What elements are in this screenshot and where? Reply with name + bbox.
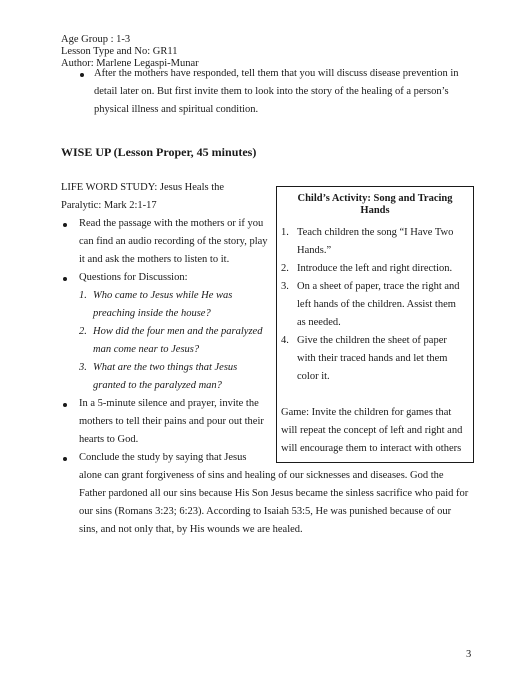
step-number: 4.: [281, 335, 289, 346]
bullet-icon: [63, 223, 67, 227]
silence-line-3: hearts to God.: [79, 434, 139, 445]
step-2-line-1: Introduce the left and right direction.: [297, 263, 453, 274]
read-line-2: can find an audio recording of the story, play: [79, 236, 268, 247]
step-1-line-1: Teach children the song “I Have Two: [297, 227, 454, 238]
question-2-line-1: How did the four men and the paralyzed: [93, 326, 263, 337]
question-number: 3.: [79, 362, 87, 373]
step-4-line-1: Give the children the sheet of paper: [297, 335, 447, 346]
step-number: 1.: [281, 227, 289, 238]
age-group-line: Age Group : 1-3: [61, 34, 131, 45]
step-number: 2.: [281, 263, 289, 274]
author-line: Author: Marlene Legaspi-Munar: [61, 58, 199, 69]
read-line-3: it and ask the mothers to listen to it.: [79, 254, 230, 265]
bullet-icon: [63, 277, 67, 281]
question-number: 1.: [79, 290, 87, 301]
read-line-1: Read the passage with the mothers or if you: [79, 218, 264, 229]
step-3-line-2: left hands of the children. Assist them: [297, 299, 456, 310]
conclude-line-4: our sins (Romans 3:23; 6:23). According to Isaiah 53:5, He was punished because of our: [79, 506, 452, 517]
game-line-2: will repeat the concept of left and right and: [281, 425, 463, 436]
question-1-line-1: Who came to Jesus while He was: [93, 290, 233, 301]
child-activity-box: [276, 186, 474, 463]
game-line-3: will encourage them to interact with others: [281, 443, 462, 454]
conclude-line-1: Conclude the study by saying that Jesus: [79, 452, 247, 463]
question-3-line-1: What are the two things that Jesus: [93, 362, 238, 373]
step-4-line-2: with their traced hands and let them: [297, 353, 448, 364]
step-3-line-3: as needed.: [297, 317, 341, 328]
step-4-line-3: color it.: [297, 371, 330, 382]
question-number: 2.: [79, 326, 87, 337]
questions-label: Questions for Discussion:: [79, 272, 188, 283]
conclude-line-3: Father pardoned all our sins because His Son Jesus became the sinless sacrifice who paid for: [79, 488, 469, 499]
bullet-icon: [80, 73, 84, 77]
silence-line-2: mothers to tell their pains and pour out their: [79, 416, 264, 427]
question-3-line-2: granted to the paralyzed man?: [93, 380, 222, 391]
intro-line-2: detail later on. But first invite them to look into the story of the healing of a person’s: [94, 86, 449, 97]
bullet-icon: [63, 457, 67, 461]
silence-line-1: In a 5-minute silence and prayer, invite the: [79, 398, 259, 409]
activity-title-line-1: Child’s Activity: Song and Tracing: [297, 193, 453, 204]
game-line-1: Game: Invite the children for games that: [281, 407, 452, 418]
question-1-line-2: preaching inside the house?: [93, 308, 211, 319]
life-word-line-2: Paralytic: Mark 2:1-17: [61, 200, 157, 211]
step-number: 3.: [281, 281, 289, 292]
bullet-icon: [63, 403, 67, 407]
conclude-line-5: sins, and not only that, by His wounds we are healed.: [79, 524, 303, 535]
page-number: 3: [466, 649, 472, 660]
activity-title-line-2: Hands: [360, 205, 390, 216]
intro-line-3: physical illness and spiritual condition.: [94, 104, 259, 115]
life-word-line-1: LIFE WORD STUDY: Jesus Heals the: [61, 182, 225, 193]
question-2-line-2: man come near to Jesus?: [93, 344, 200, 355]
conclude-line-2: alone can grant forgiveness of sins and healing of our sicknesses and diseases. God the: [79, 470, 444, 481]
step-3-line-1: On a sheet of paper, trace the right and: [297, 281, 460, 292]
lesson-type-line: Lesson Type and No: GR11: [61, 46, 178, 57]
step-1-line-2: Hands.”: [297, 245, 332, 256]
intro-line-1: After the mothers have responded, tell them that you will discuss disease prevention in: [94, 68, 459, 79]
section-heading: WISE UP (Lesson Proper, 45 minutes): [61, 145, 257, 159]
